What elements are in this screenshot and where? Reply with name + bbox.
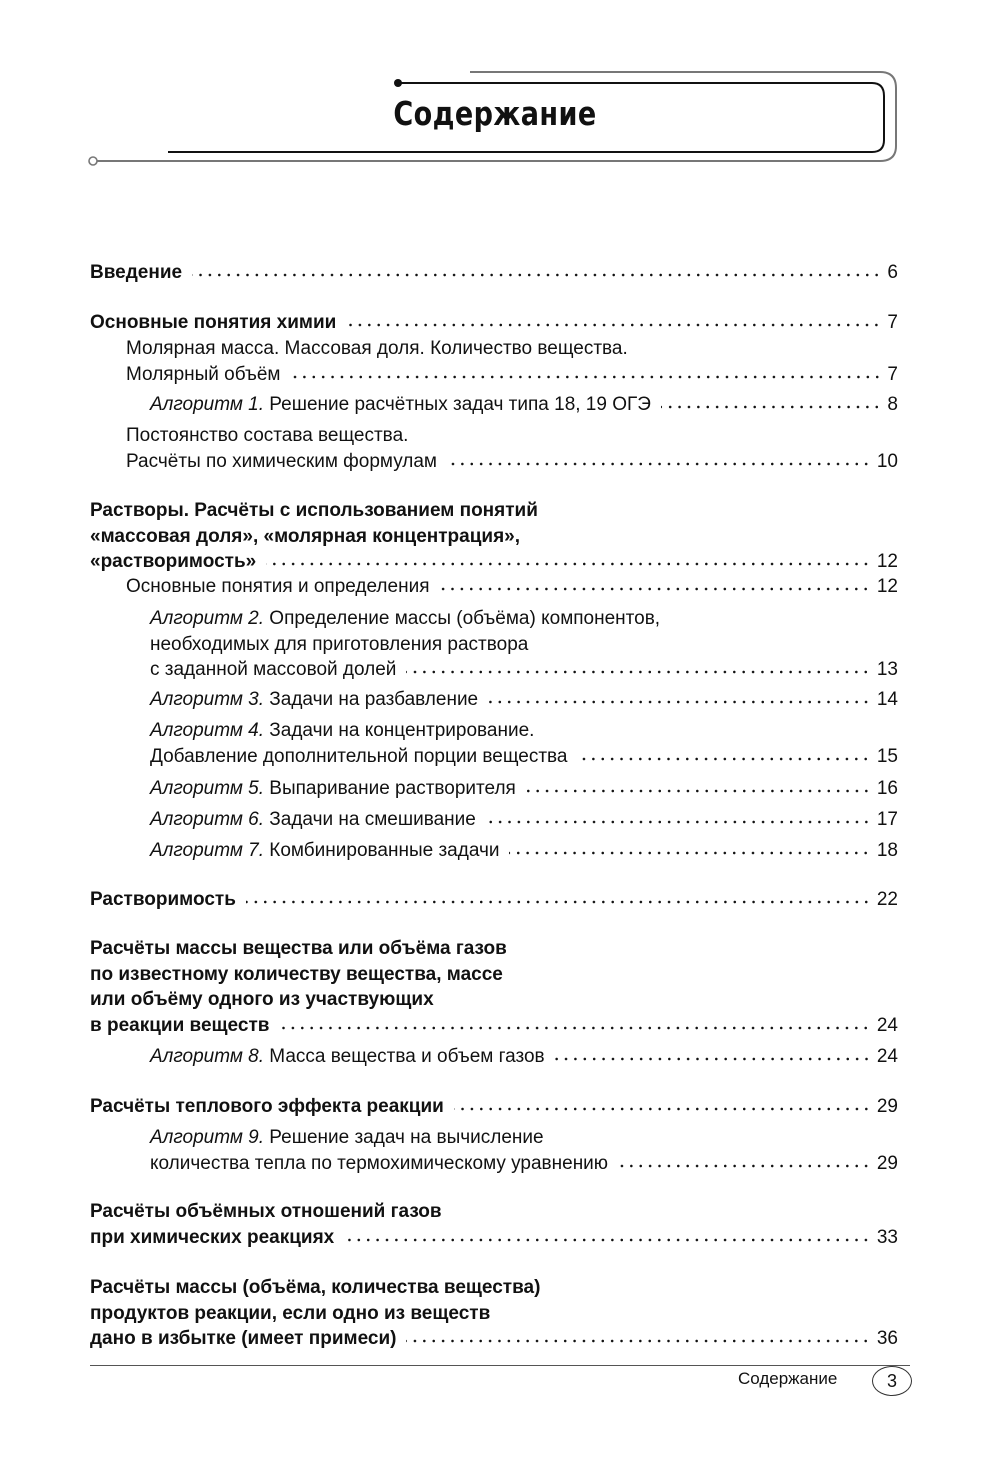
toc-entry-line — [126, 574, 898, 600]
leader-dots — [344, 1237, 871, 1243]
toc-entry-line — [150, 807, 898, 833]
toc-page-number: 36 — [876, 1328, 898, 1349]
leader-dots — [246, 899, 871, 905]
toc-page-number: 14 — [876, 689, 898, 710]
toc-page-number: 12 — [876, 576, 898, 597]
toc-entry-title: Задачи на смешивание — [269, 809, 476, 830]
toc-entry-title: Расчёты по химическим формулам — [126, 450, 437, 472]
toc-entry-line — [90, 498, 898, 524]
toc-page-number: 7 — [887, 312, 898, 333]
leader-dots — [488, 699, 871, 705]
toc-entry[interactable] — [150, 838, 898, 864]
leader-dots — [439, 586, 870, 592]
toc-entry-title: при химических реакциях — [90, 1226, 335, 1248]
toc-page-number: 24 — [876, 1014, 898, 1036]
toc-entry-line — [150, 1125, 898, 1151]
toc-entry-title: Выпаривание растворителя — [269, 778, 516, 799]
toc-entry-title: Растворы. Расчёты с использованием понятий — [90, 500, 538, 521]
toc-page-number: 22 — [876, 889, 898, 910]
toc-entry[interactable] — [90, 887, 898, 913]
leader-dots — [291, 374, 882, 380]
toc-entry-title: или объёму одного из участвующих — [90, 989, 434, 1010]
toc-entry-line — [90, 549, 898, 575]
toc-entry-line — [90, 887, 898, 913]
toc-entry-title: Молярная масса. Массовая доля. Количество вещества. — [126, 338, 628, 359]
toc-page-number: 29 — [876, 1152, 898, 1174]
toc-page-number: 24 — [876, 1046, 898, 1067]
toc-entry[interactable] — [90, 1275, 898, 1352]
leader-dots — [266, 561, 871, 567]
leader-dots — [486, 819, 871, 825]
toc-entry-line — [126, 423, 898, 449]
toc-page-number: 29 — [876, 1096, 898, 1117]
toc-entry-line — [90, 1225, 898, 1251]
toc-entry-line — [150, 1151, 898, 1177]
toc-entry-line — [90, 524, 898, 550]
leader-dots — [454, 1106, 871, 1112]
page-number: 3 — [872, 1366, 912, 1396]
algorithm-label: Алгоритм 3. — [150, 689, 265, 710]
toc-page-number: 13 — [876, 659, 898, 680]
toc-entry-title: по известному количеству вещества, массе — [90, 963, 503, 985]
toc-entry-line — [126, 449, 898, 475]
leader-dots — [279, 1025, 870, 1031]
toc-entry-line — [90, 260, 898, 286]
toc-entry-line — [150, 687, 898, 713]
toc-entry-line — [90, 1301, 898, 1327]
algorithm-label: Алгоритм 8. — [150, 1046, 265, 1067]
toc-entry-title: Задачи на концентрирование. — [269, 720, 535, 741]
toc-entry-title: количества тепла по термохимическому уравнению — [150, 1152, 609, 1174]
toc-entry-title: «растворимость» — [90, 551, 257, 572]
toc-entry-line — [90, 1094, 898, 1120]
toc-entry-line — [90, 987, 898, 1013]
toc-entry-line — [150, 838, 898, 864]
toc-entry-title: Комбинированные задачи — [269, 840, 500, 861]
toc-entry-title: Постоянство состава вещества. — [126, 425, 409, 446]
algorithm-label: Алгоритм 9. — [150, 1127, 265, 1148]
algorithm-label: Алгоритм 5. — [150, 778, 265, 799]
running-title: Содержание — [738, 1369, 838, 1388]
toc-entry[interactable] — [150, 392, 898, 418]
toc-entry-line — [126, 362, 898, 388]
toc-entry-title: продуктов реакции, если одно из веществ — [90, 1302, 491, 1324]
toc-page-number: 15 — [876, 745, 898, 767]
toc-entry-title: в реакции веществ — [90, 1014, 270, 1036]
toc-entry-title: Задачи на разбавление — [269, 689, 479, 710]
toc-entry[interactable] — [126, 423, 898, 474]
toc-page-number: 33 — [876, 1226, 898, 1248]
leader-dots — [509, 850, 870, 856]
toc-page-number: 10 — [876, 450, 898, 472]
toc-entry-title: «массовая доля», «молярная концентрация», — [90, 525, 521, 547]
toc-entry-line — [150, 776, 898, 802]
toc-entry-line — [90, 1013, 898, 1039]
toc-entry[interactable] — [150, 776, 898, 802]
leader-dots — [661, 404, 881, 410]
toc-entry[interactable] — [126, 574, 898, 600]
toc-entry-line — [150, 1044, 898, 1070]
toc-entry[interactable] — [150, 606, 898, 683]
toc-entry[interactable] — [150, 1125, 898, 1176]
toc-entry-title: Основные понятия химии — [90, 312, 337, 333]
toc-entry-line — [150, 392, 898, 418]
toc-entry[interactable] — [90, 1094, 898, 1120]
toc-entry-title: дано в избытке (имеет примеси) — [90, 1328, 397, 1349]
toc-page-number: 17 — [876, 809, 898, 830]
toc-page-number: 12 — [876, 551, 898, 572]
toc-entry-line — [90, 1199, 898, 1225]
toc-entry[interactable] — [90, 310, 898, 336]
toc-entry-line — [150, 718, 898, 744]
algorithm-label: Алгоритм 6. — [150, 809, 265, 830]
leader-dots — [577, 756, 870, 762]
algorithm-label: Алгоритм 2. — [150, 608, 265, 629]
toc-entry[interactable] — [150, 687, 898, 713]
toc-entry-line — [90, 310, 898, 336]
toc-page-number: 6 — [887, 262, 898, 283]
toc-entry-title: с заданной массовой долей — [150, 659, 397, 680]
algorithm-label: Алгоритм 4. — [150, 720, 265, 741]
toc-entry-line — [90, 1326, 898, 1352]
toc-entry-line — [150, 744, 898, 770]
toc-entry-line — [150, 632, 898, 658]
toc-entry-line — [90, 936, 898, 962]
toc-entry-title: Определение массы (объёма) компонентов, — [269, 608, 661, 629]
toc-entry-title: Основные понятия и определения — [126, 576, 430, 597]
toc-entry[interactable] — [150, 718, 898, 769]
toc-entry-title: Расчёты массы вещества или объёма газов — [90, 938, 507, 959]
toc-entry[interactable] — [90, 936, 898, 1038]
footer-divider — [90, 1365, 910, 1366]
toc-entry[interactable] — [150, 1044, 898, 1070]
leader-dots — [447, 461, 871, 467]
toc-entry-line — [150, 657, 898, 683]
toc-entry-title: Решение задач на вычисление — [269, 1127, 544, 1148]
toc-entry-title: Растворимость — [90, 889, 236, 910]
toc-entry-title: Расчёты массы (объёма, количества вещества) — [90, 1277, 541, 1298]
toc-page-number: 8 — [887, 394, 898, 415]
toc-page-number: 16 — [876, 778, 898, 799]
toc-entry[interactable] — [90, 498, 898, 575]
toc-page-number: 18 — [876, 840, 898, 861]
toc-entry-title: Масса вещества и объем газов — [269, 1046, 545, 1067]
leader-dots — [406, 669, 870, 675]
toc-entry[interactable] — [90, 260, 898, 286]
toc-entry-title: Молярный объём — [126, 363, 281, 385]
toc-entry-title: Введение — [90, 262, 183, 283]
algorithm-label: Алгоритм 1. — [150, 394, 265, 415]
leader-dots — [555, 1056, 871, 1062]
toc-entry-line — [126, 336, 898, 362]
toc-entry[interactable] — [126, 336, 898, 387]
toc-entry-line — [90, 962, 898, 988]
toc-entry-title: необходимых для приготовления раствора — [150, 633, 529, 655]
toc-entry-title: Добавление дополнительной порции вещества — [150, 745, 568, 767]
leader-dots — [406, 1338, 870, 1344]
leader-dots — [346, 322, 881, 328]
leader-dots — [526, 788, 871, 794]
leader-dots — [192, 272, 881, 278]
toc-entry-line — [150, 606, 898, 632]
toc-entry-title: Решение расчётных задач типа 18, 19 ОГЭ — [269, 394, 651, 415]
toc-entry-title: Расчёты теплового эффекта реакции — [90, 1096, 444, 1117]
toc-entry[interactable] — [90, 1199, 898, 1250]
algorithm-label: Алгоритм 7. — [150, 840, 265, 861]
toc-page-number: 7 — [887, 363, 898, 385]
toc-entry-title: Расчёты объёмных отношений газов — [90, 1201, 442, 1222]
page-title: Содержание — [393, 94, 597, 133]
toc-entry-line — [90, 1275, 898, 1301]
leader-dots — [618, 1163, 871, 1169]
toc-entry[interactable] — [150, 807, 898, 833]
